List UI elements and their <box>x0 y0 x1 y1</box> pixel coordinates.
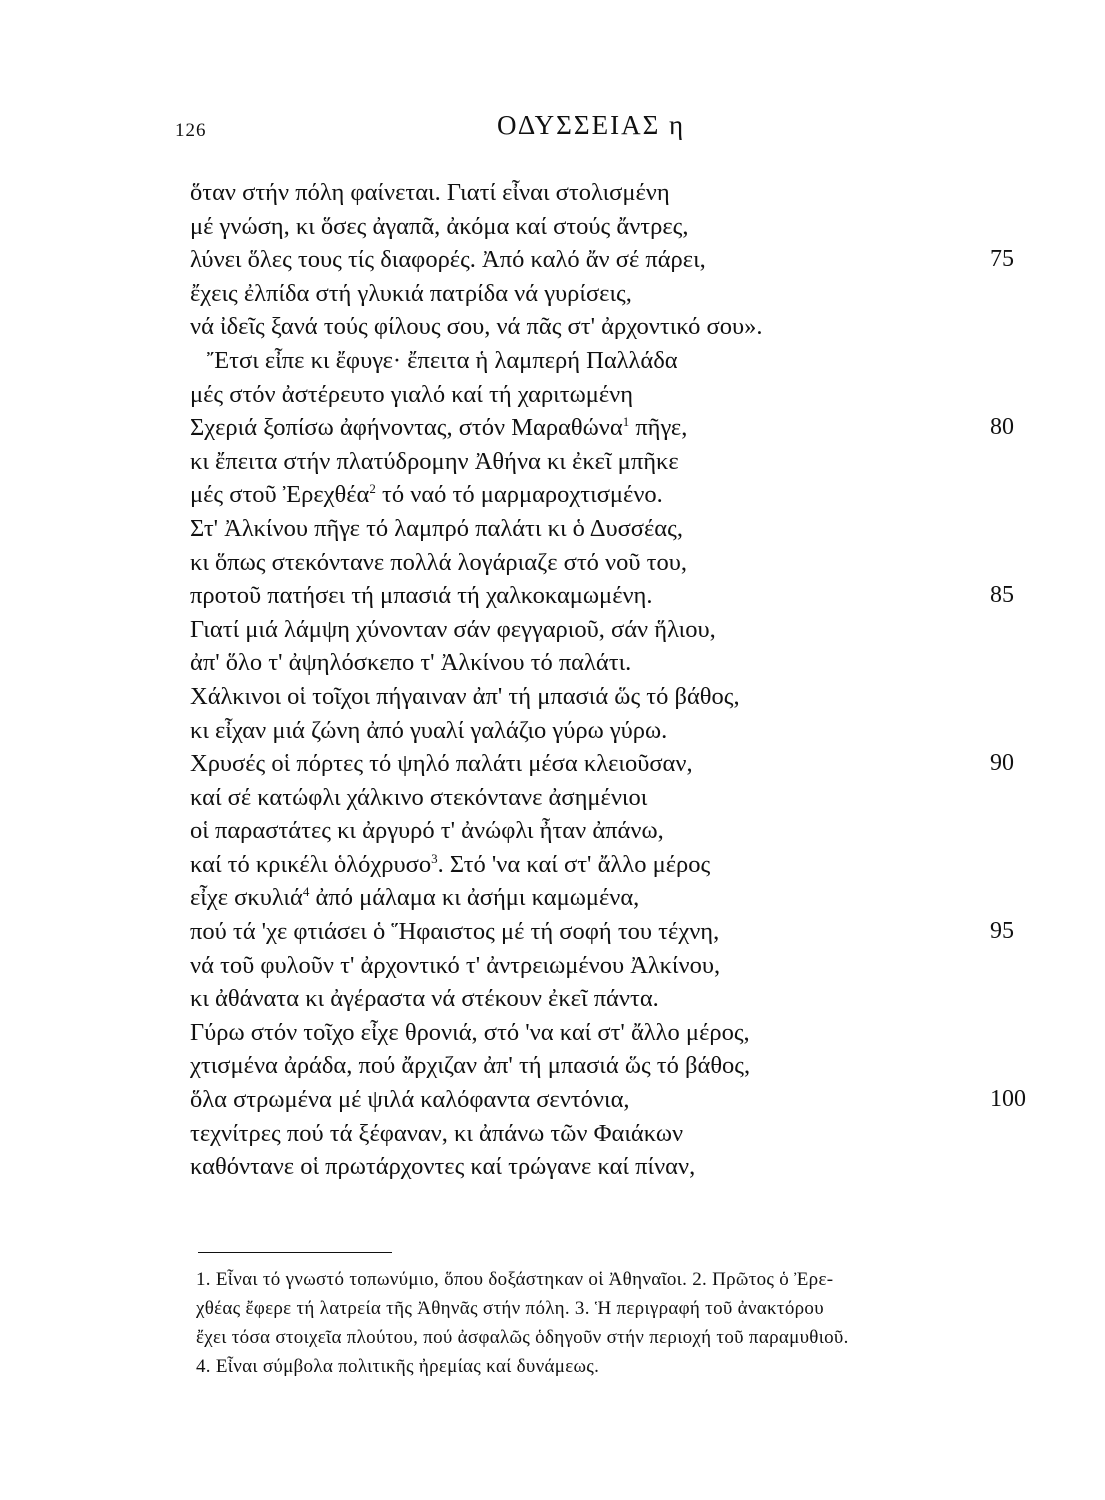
verse-text: ὅταν στήν πόλη φαίνεται. Γιατί εἶναι στολισμένη <box>190 179 670 206</box>
verse-line <box>190 445 990 479</box>
page-number: 126 <box>175 120 207 141</box>
verse-line <box>190 881 990 915</box>
verse-text: Σχεριά ξοπίσω ἀφήνοντας, στόν Μαραθώνα <box>190 414 623 442</box>
verse-line <box>190 176 990 210</box>
verse-line <box>190 848 990 882</box>
verse-text: τεχνίτρες πού τά ξέφαναν, κι ἀπάνω τῶν Φαιάκων <box>190 1119 684 1147</box>
verse-text: καθόντανε οἱ πρωτάρχοντες καί τρώγανε καί πίναν, <box>190 1153 696 1181</box>
footnote-line: ἔχει τόσα στοιχεῖα πλούτου, πού ἀσφαλῶς ὁδηγοῦν στήν περιοχή τοῦ παραμυθιοῦ. <box>196 1327 849 1348</box>
footnote-marker: 2 <box>369 481 376 497</box>
verse-line <box>190 1016 990 1050</box>
line-number: 80 <box>990 414 1014 441</box>
verse-line <box>190 1117 990 1151</box>
verse-line <box>190 344 990 378</box>
verse-text: μές στοῦ Ἐρεχθέα <box>190 481 370 509</box>
verse-line <box>190 982 990 1016</box>
verse-line <box>190 714 990 748</box>
verse-line <box>190 210 990 244</box>
verse-line <box>190 512 990 546</box>
footnote-line: 1. Εἶναι τό γνωστό τοπωνύμιο, ὅπου δοξάστηκαν οἱ Ἀθηναῖοι. 2. Πρῶτος ὁ Ἐρε- <box>196 1269 834 1290</box>
verse-text: καί τό κρικέλι ὁλόχρυσο <box>190 850 432 878</box>
verse-text: νά ἰδεῖς ξανά τούς φίλους σου, νά πᾶς στ' ἀρχοντικό σου». <box>190 313 763 341</box>
verse-block <box>190 176 1026 1184</box>
verse-line <box>190 277 990 311</box>
verse-text: κι ἔπειτα στήν πλατύδρομην Ἀθήνα κι ἐκεῖ μπῆκε <box>190 447 679 475</box>
verse-text: Γύρω στόν τοῖχο εἶχε θρονιά, στό 'να καί στ' ἄλλο μέρος, <box>190 1018 750 1046</box>
verse-text: μέ γνώση, κι ὅσες ἀγαπᾶ, ἀκόμα καί στούς ἄντρες, <box>190 212 689 240</box>
verse-text: κι ὅπως στεκόντανε πολλά λογάριαζε στό νοῦ του, <box>190 548 687 576</box>
verse-text-continued: ἀπό μάλαμα κι ἀσήμι καμωμένα, <box>309 884 640 912</box>
verse-text: προτοῦ πατήσει τή μπασιά τή χαλκοκαμωμένη. <box>190 582 653 610</box>
verse-line <box>190 747 1014 781</box>
line-number: 100 <box>990 1086 1026 1113</box>
verse-text: κι ἀθάνατα κι ἀγέραστα νά στέκουν ἐκεῖ πάντα. <box>190 985 659 1013</box>
line-number: 75 <box>990 246 1014 273</box>
verse-text: ἔχεις ἐλπίδα στή γλυκιά πατρίδα νά γυρίσεις, <box>190 279 632 307</box>
verse-text-continued: τό ναό τό μαρμαροχτισμένο. <box>375 481 663 509</box>
verse-text: πού τά 'χε φτιάσει ὁ Ἥφαιστος μέ τή σοφή του τέχνη, <box>190 918 720 946</box>
verse-line <box>190 646 990 680</box>
verse-line <box>190 680 990 714</box>
verse-text: νά τοῦ φυλοῦν τ' ἀρχοντικό τ' ἀντρειωμένου Ἀλκίνου, <box>190 951 721 979</box>
footnotes <box>196 1265 1036 1381</box>
footnote-line: χθέας ἔφερε τή λατρεία τῆς Ἀθηνᾶς στήν πόλη. 3. Ἡ περιγραφή τοῦ ἀνακτόρου <box>196 1298 824 1319</box>
verse-text-continued: πῆγε, <box>629 414 688 442</box>
verse-text: ὅλα στρωμένα μέ ψιλά καλόφαντα σεντόνια, <box>190 1086 630 1114</box>
verse-text: Χάλκινοι οἱ τοῖχοι πήγαιναν ἀπ' τή μπασιά ὥς τό βάθος, <box>190 682 740 710</box>
verse-line <box>190 411 1014 445</box>
verse-line <box>190 1083 1026 1117</box>
verse-line <box>190 378 990 412</box>
verse-text: οἱ παραστάτες κι ἀργυρό τ' ἀνώφλι ἦταν ἀπάνω, <box>190 817 664 845</box>
verse-line <box>190 915 1014 949</box>
verse-text: λύνει ὅλες τους τίς διαφορές. Ἀπό καλό ἄν σέ πάρει, <box>190 246 706 274</box>
verse-text: ἀπ' ὅλο τ' ἀψηλόσκεπο τ' Ἀλκίνου τό παλάτι. <box>190 649 632 677</box>
verse-line <box>190 546 990 580</box>
verse-line <box>190 243 1014 277</box>
footnote-marker: 3 <box>431 850 438 866</box>
verse-line <box>190 310 990 344</box>
line-number: 95 <box>990 918 1014 945</box>
verse-line <box>190 781 990 815</box>
verse-line <box>190 1049 990 1083</box>
verse-text: χτισμένα ἀράδα, πού ἄρχιζαν ἀπ' τή μπασιά ὥς τό βάθος, <box>190 1052 751 1080</box>
footnote-rule <box>198 1252 392 1253</box>
footnote-line: 4. Εἶναι σύμβολα πολιτικῆς ἠρεμίας καί δυνάμεως. <box>196 1356 600 1377</box>
verse-line <box>190 579 1014 613</box>
footnote-marker: 4 <box>302 884 310 900</box>
verse-text: Χρυσές οἱ πόρτες τό ψηλό παλάτι μέσα κλειοῦσαν, <box>190 750 693 778</box>
verse-text: εἶχε σκυλιά <box>190 884 303 912</box>
verse-line <box>190 949 990 983</box>
verse-line <box>190 814 990 848</box>
line-number: 85 <box>990 582 1014 609</box>
line-number: 90 <box>990 750 1014 777</box>
verse-text: Γιατί μιά λάμψη χύνονταν σάν φεγγαριοῦ, σάν ἥλιου, <box>190 615 716 643</box>
verse-line <box>190 613 990 647</box>
verse-text-continued: . Στό 'να καί στ' ἄλλο μέρος <box>437 850 711 878</box>
running-title: ΟΔΥΣΣΕΙΑΣ η <box>497 110 686 140</box>
verse-line <box>190 478 990 512</box>
verse-text: Στ' Ἀλκίνου πῆγε τό λαμπρό παλάτι κι ὁ Δυσσέας, <box>190 514 683 542</box>
verse-text: Ἔτσι εἶπε κι ἔφυγε· ἔπειτα ἡ λαμπερή Παλλάδα <box>207 346 678 374</box>
verse-text: μές στόν ἀστέρευτο γιαλό καί τή χαριτωμένη <box>190 380 634 408</box>
verse-line <box>190 1150 990 1184</box>
verse-text: κι εἶχαν μιά ζώνη ἀπό γυαλί γαλάζιο γύρω γύρω. <box>190 716 668 744</box>
verse-text: καί σέ κατώφλι χάλκινο στεκόντανε ἀσημένιοι <box>190 783 648 811</box>
footnote-marker: 1 <box>622 414 630 430</box>
